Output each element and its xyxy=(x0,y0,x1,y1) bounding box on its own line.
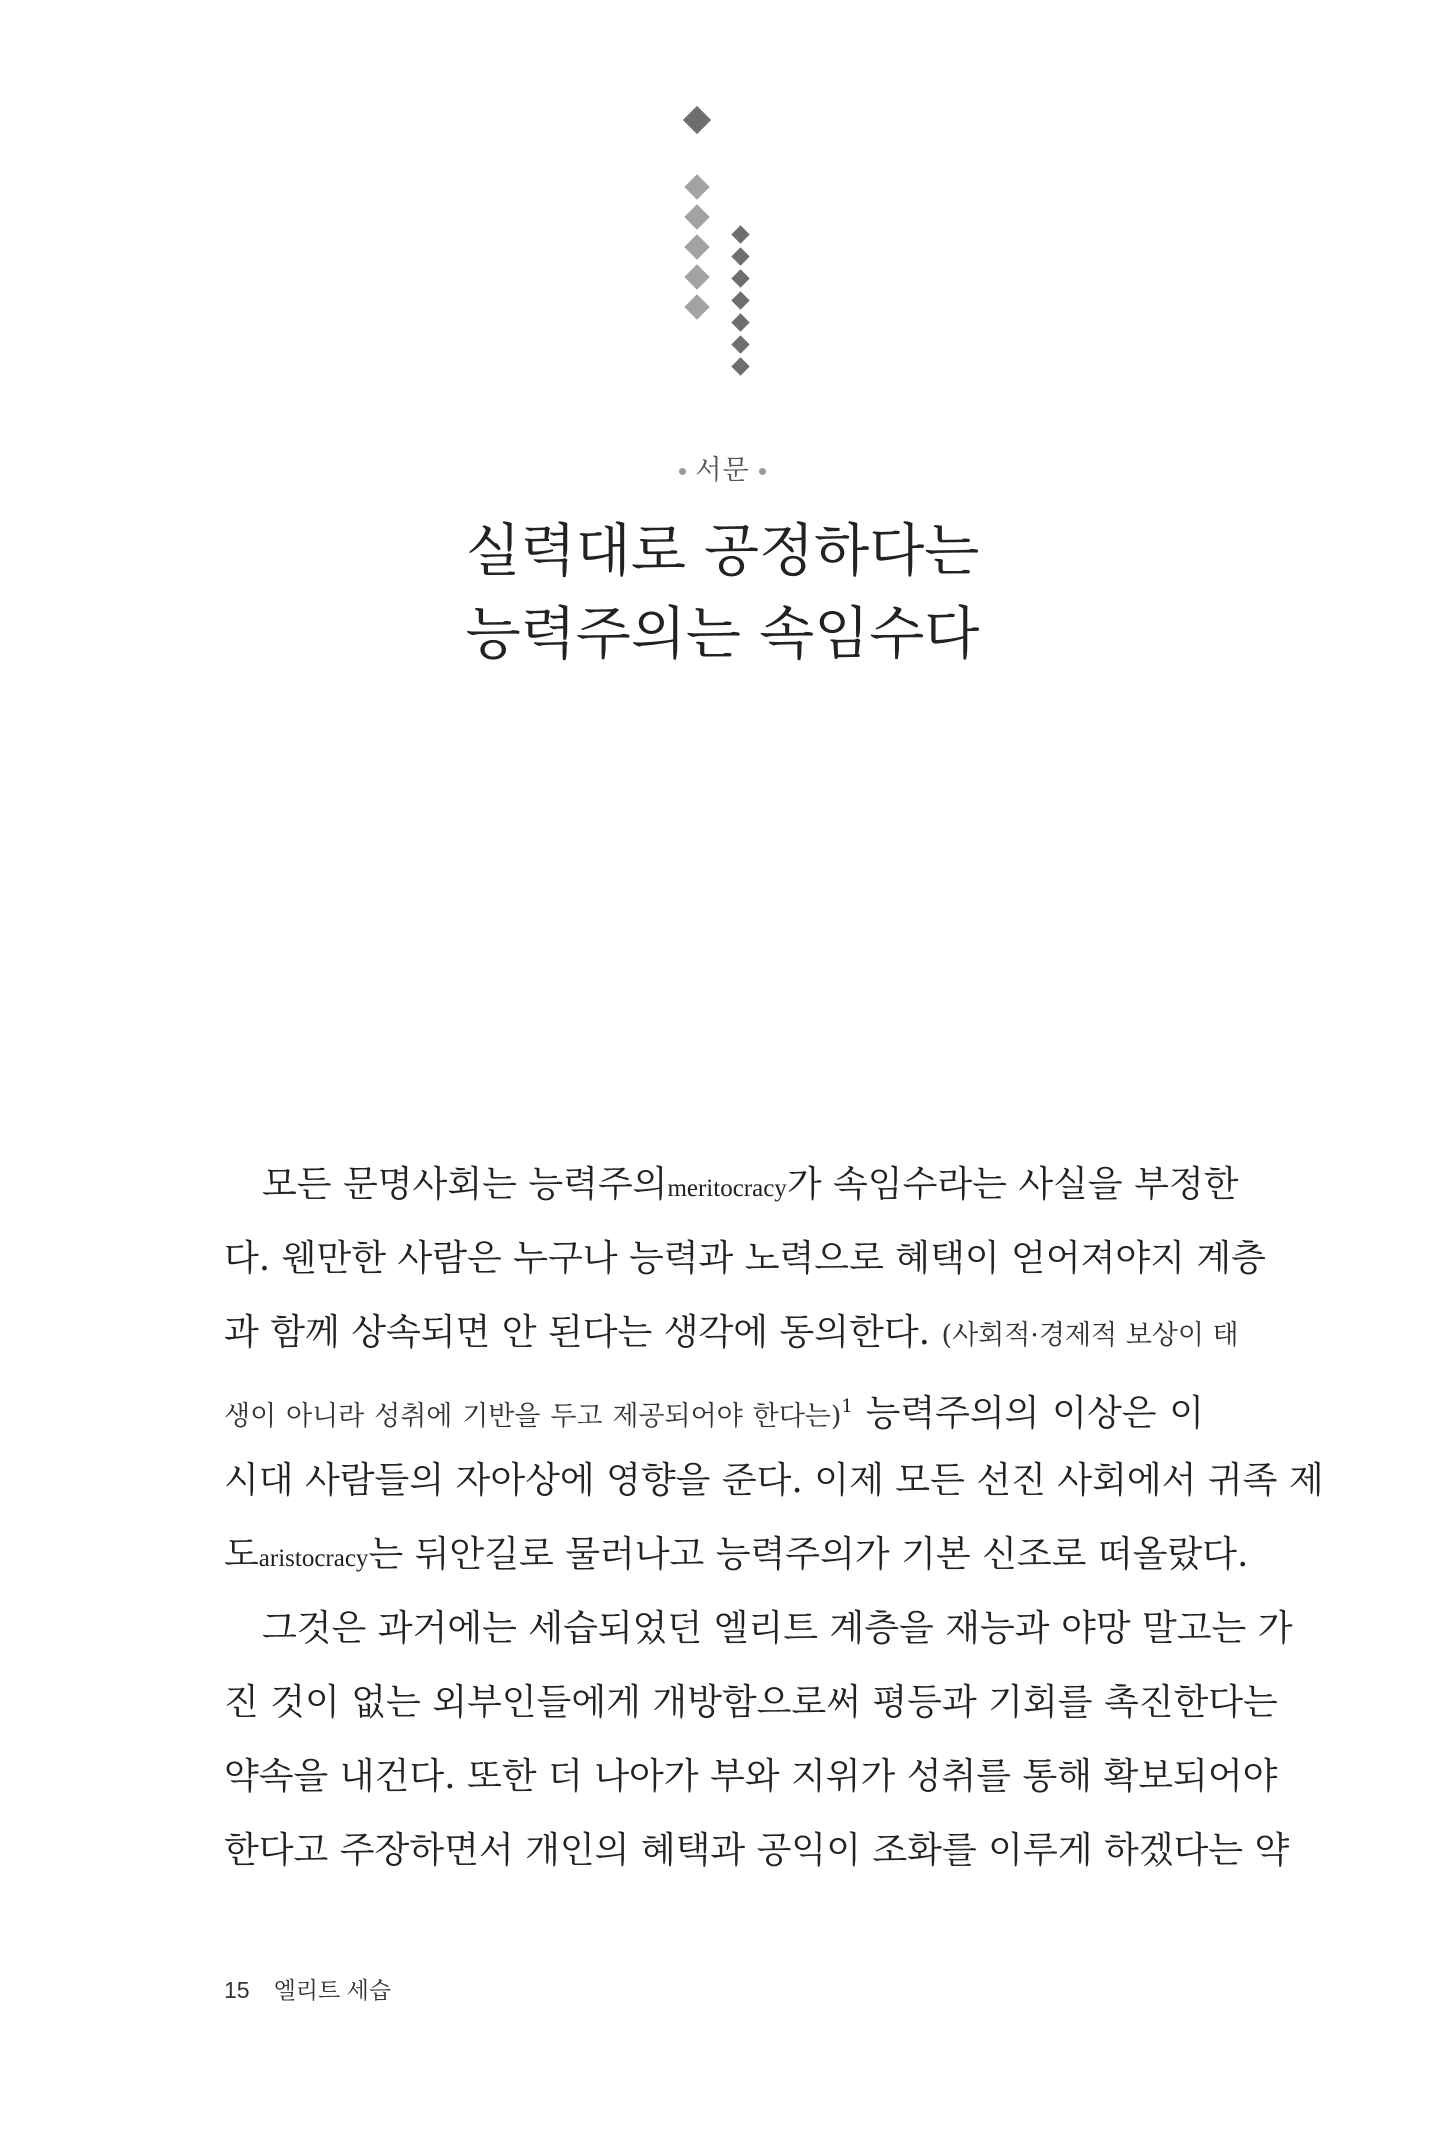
book-title: 엘리트 세습 xyxy=(273,1977,392,2003)
parenthetical-text: 생이 아니라 성취에 기반을 두고 제공되어야 한다는) xyxy=(224,1401,842,1432)
body-line xyxy=(224,1296,1239,1370)
bullet-dot-left xyxy=(679,468,686,475)
page-number: 15 xyxy=(224,1977,250,2003)
diamond-shape xyxy=(684,294,709,319)
text-run: 도 xyxy=(224,1534,259,1575)
chapter-title-line-2: 능력주의는 속임수다 xyxy=(465,601,980,667)
diamond-shape xyxy=(684,234,709,259)
body-line xyxy=(224,1148,1239,1222)
diamond-shape xyxy=(731,247,749,265)
chapter-title xyxy=(0,510,1445,676)
diamond-shape xyxy=(731,269,749,287)
body-line: 다. 웬만한 사람은 누구나 능력과 노력으로 혜택이 얻어져야지 계층 xyxy=(224,1238,1266,1279)
gloss-term: aristocracy xyxy=(258,1545,369,1572)
diamond-shape xyxy=(684,174,709,199)
text-run: 능력주의의 이상은 이 xyxy=(852,1393,1204,1434)
diamond-shape xyxy=(731,225,749,243)
footnote-marker: 1 xyxy=(841,1396,853,1417)
body-line: 한다고 주장하면서 개인의 혜택과 공익이 조화를 이루게 하겠다는 약 xyxy=(224,1830,1290,1871)
diamond-shape xyxy=(731,357,749,375)
text-run: 는 뒤안길로 물러나고 능력주의가 기본 신조로 떠올랐다. xyxy=(368,1534,1249,1575)
section-label xyxy=(0,448,1445,487)
parenthetical-text: (사회적·경제적 보상이 태 xyxy=(941,1320,1239,1351)
body-text xyxy=(224,1148,1324,1888)
text-run: 과 함께 상속되면 안 된다는 생각에 동의한다. xyxy=(224,1312,931,1353)
decorative-diamond-ornament xyxy=(0,0,1445,420)
diamond-shape xyxy=(731,335,749,353)
body-line: 시대 사람들의 자아상에 영향을 준다. 이제 모든 선진 사회에서 귀족 제 xyxy=(224,1460,1324,1501)
diamond-shape xyxy=(684,264,709,289)
diamond-shape xyxy=(683,106,711,134)
diamond-shape xyxy=(731,291,749,309)
body-line: 약속을 내건다. 또한 더 나아가 부와 지위가 성취를 통해 확보되어야 xyxy=(224,1756,1278,1797)
bullet-dot-right xyxy=(759,468,766,475)
text-run: 가 속임수라는 사실을 부정한 xyxy=(786,1164,1239,1205)
gloss-term: meritocracy xyxy=(667,1175,787,1202)
body-line: 그것은 과거에는 세습되었던 엘리트 계층을 재능과 야망 말고는 가 xyxy=(262,1608,1293,1649)
body-line xyxy=(224,1370,1204,1444)
diamond-shape xyxy=(684,204,709,229)
chapter-title-line-1: 실력대로 공정하다는 xyxy=(465,518,980,584)
text-run: 모든 문명사회는 능력주의 xyxy=(262,1164,668,1205)
page-footer xyxy=(224,1972,391,2005)
diamond-shape xyxy=(731,313,749,331)
body-line: 진 것이 없는 외부인들에게 개방함으로써 평등과 기회를 촉진한다는 xyxy=(224,1682,1278,1723)
body-line xyxy=(224,1518,1249,1592)
section-label-text: 서문 xyxy=(695,455,750,486)
